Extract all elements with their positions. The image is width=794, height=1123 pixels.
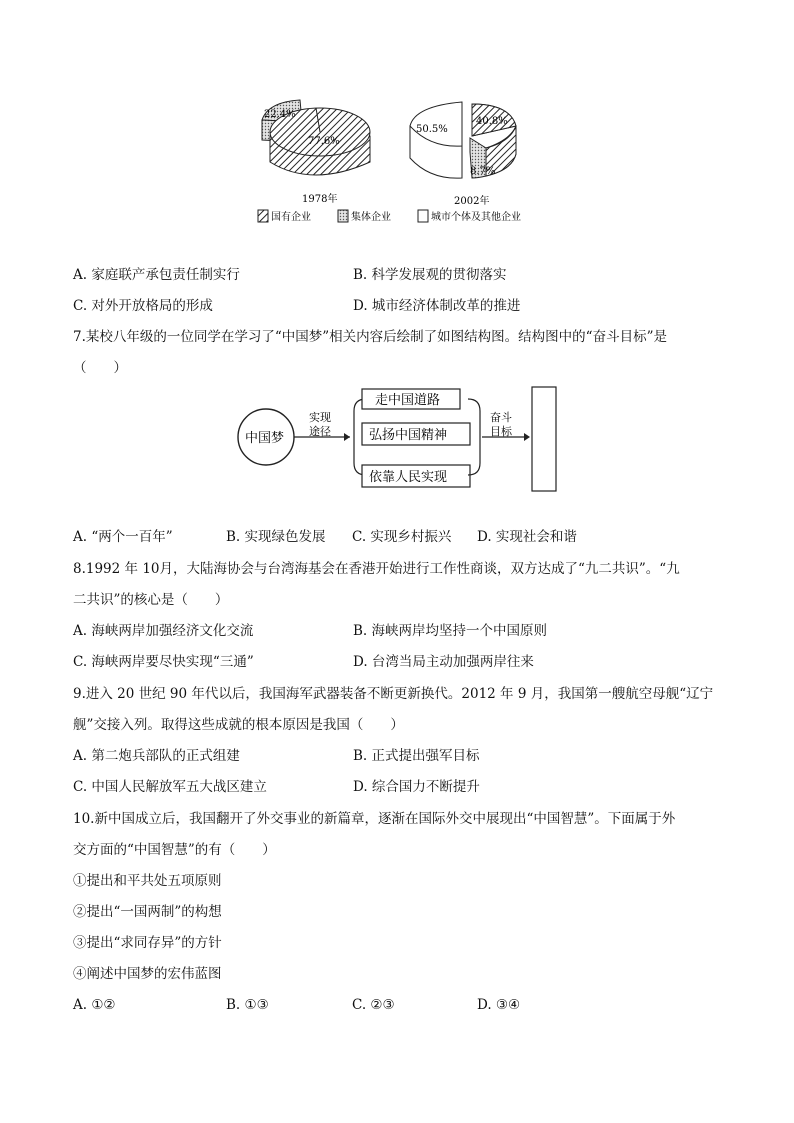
goal-empty-box [532, 387, 556, 491]
q9-stem-line1: 9.进入 20 世纪 90 年代以后，我国海军武器装备不断更新换代。2012 年 9 月，我国第一艘航空母舰“辽宁 [73, 686, 714, 702]
q8-option-b[interactable]: B. 海峡两岸均坚持一个中国原则 [353, 623, 548, 639]
q10-stem-line1: 10.新中国成立后，我国翻开了外交事业的新篇章，逐渐在国际外交中展现出“中国智慧”。下面属于外 [73, 811, 676, 827]
label-1978-collective: 22.4% [264, 109, 296, 120]
q9-option-d[interactable]: D. 综合国力不断提升 [353, 779, 480, 795]
path-label-2: 途径 [309, 425, 331, 438]
legend-swatch-collective [338, 210, 348, 222]
year-2002: 2002年 [454, 196, 490, 207]
pie-1978 [262, 100, 370, 205]
q10-item-2: ②提出“一国两制”的构想 [73, 904, 222, 920]
box-rely-on-people-label: 依靠人民实现 [369, 470, 448, 485]
q7-option-b[interactable]: B. 实现绿色发展 [226, 529, 326, 545]
q7-option-d[interactable]: D. 实现社会和谐 [477, 529, 577, 545]
q7-stem-line1: 7.某校八年级的一位同学在学习了“中国梦”相关内容后绘制了如图结构图。结构图中的“奋斗目标”是 [73, 329, 667, 345]
q8-option-c[interactable]: C. 海峡两岸要尽快实现“三通” [73, 654, 254, 670]
label-1978-state-owned: 77.6% [308, 136, 340, 147]
legend-swatch-state-owned [258, 210, 268, 222]
legend-state-owned: 国有企业 [271, 212, 311, 223]
year-1978: 1978年 [302, 194, 338, 205]
label-2002-state-owned: 40.8% [476, 116, 508, 127]
q9-option-b[interactable]: B. 正式提出强军目标 [353, 748, 480, 764]
legend-private: 城市个体及其他企业 [431, 212, 521, 223]
q9-option-c[interactable]: C. 中国人民解放军五大战区建立 [73, 779, 267, 795]
q8-stem-line2: 二共识”的核心是（ ） [73, 592, 229, 608]
q10-option-a[interactable]: A. ①② [73, 997, 116, 1013]
pie-legend [258, 210, 521, 223]
box-chinese-road-label: 走中国道路 [375, 393, 441, 408]
q9-option-a[interactable]: A. 第二炮兵部队的正式组建 [73, 748, 240, 764]
q7-option-c[interactable]: C. 实现乡村振兴 [352, 529, 452, 545]
q6-option-c[interactable]: C. 对外开放格局的形成 [73, 298, 213, 314]
q10-item-3: ③提出“求同存异”的方针 [73, 935, 222, 951]
pie-2002 [410, 102, 516, 207]
q6-option-d[interactable]: D. 城市经济体制改革的推进 [353, 298, 521, 314]
path-label-1: 实现 [309, 411, 331, 424]
q8-option-d[interactable]: D. 台湾当局主动加强两岸往来 [353, 654, 534, 670]
q7-stem-line2: （ ） [73, 360, 127, 376]
q8-option-a[interactable]: A. 海峡两岸加强经济文化交流 [73, 623, 254, 639]
slice-2002-private [410, 102, 462, 178]
q6-option-b[interactable]: B. 科学发展观的贯彻落实 [353, 267, 507, 283]
label-2002-collective: 8.7% [470, 166, 496, 177]
q7-option-a[interactable]: A. “两个一百年” [73, 529, 173, 545]
goal-label-2: 目标 [490, 425, 512, 438]
q10-option-b[interactable]: B. ①③ [226, 997, 269, 1013]
q9-stem-line2: 舰”交接入列。取得这些成就的根本原因是我国（ ） [73, 717, 404, 733]
q6-option-a[interactable]: A. 家庭联产承包责任制实行 [73, 267, 240, 283]
q8-stem-line1: 8.1992 年 10月，大陆海协会与台湾海基会在香港开始进行工作性商谈，双方达成了“九二共识”。“九 [73, 561, 680, 577]
label-2002-private: 50.5% [416, 124, 448, 135]
q10-stem-line2: 交方面的“中国智慧”的有（ ） [73, 842, 276, 858]
q10-option-d[interactable]: D. ③④ [477, 997, 521, 1013]
legend-collective: 集体企业 [351, 212, 391, 223]
box-chinese-spirit-label: 弘扬中国精神 [369, 428, 448, 443]
q10-item-4: ④阐述中国梦的宏伟蓝图 [73, 966, 222, 982]
q7-structure-diagram [232, 385, 562, 497]
legend-swatch-private [418, 210, 428, 222]
goal-label-1: 奋斗 [490, 411, 512, 424]
q10-option-c[interactable]: C. ②③ [352, 997, 395, 1013]
china-dream-label: 中国梦 [245, 431, 285, 446]
q10-item-1: ①提出和平共处五项原则 [73, 873, 222, 889]
pie-chart-figure [240, 92, 560, 232]
